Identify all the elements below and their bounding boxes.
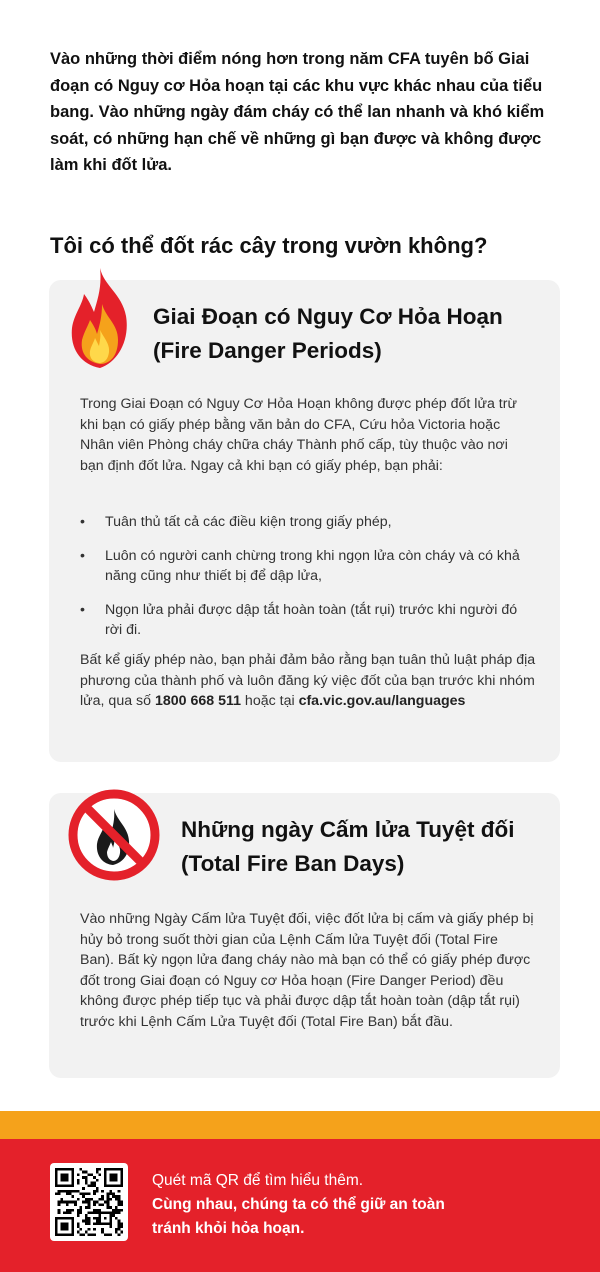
fire-danger-title: Giai Đoạn có Nguy Cơ Hỏa Hoạn (Fire Danger Periods) [153,304,503,363]
total-fire-ban-title: Những ngày Cấm lửa Tuyệt đối (Total Fire Ban Days) [181,817,515,876]
phone-number[interactable]: 1800 668 511 [154,693,241,709]
footer-scan-text: Quét mã QR để tìm hiểu thêm. [152,1172,364,1189]
register-burn-paragraph [80,650,540,712]
flame-icon [64,264,136,374]
bullet-item: • Luôn có người canh chừng trong khi ngọn lửa còn cháy và có khả năng cũng như thiết bị để dập lửa, [80,546,530,587]
page-question-heading: Tôi có thể đốt rác cây trong vườn không? [50,233,488,258]
footer-banner [0,1139,600,1272]
fire-danger-bullet-list [80,512,530,654]
fire-danger-paragraph: Trong Giai Đoạn có Nguy Cơ Hỏa Hoạn không được phép đốt lửa trừ khi bạn có giấy phép bằng văn bản do CFA, Cứu hỏa Victoria hoặc Nhân viên Phòng cháy chữa cháy Thành phố cấp, tùy thuộc vào nơi bạn định đốt lửa. Ngay cả khi bạn có giấy phép, bạn phải: [80,396,517,474]
intro-paragraph: Vào những thời điểm nóng hơn trong năm CFA tuyên bố Giai đoạn có Nguy cơ Hỏa hoạn tại các khu vực khác nhau của tiểu bang. Vào những ngày đám cháy có thể lan nhanh và khó kiểm soát, có những hạn chế về những gì bạn được và không được làm khi đốt lửa. [50,50,545,174]
bullet-item: • Ngọn lửa phải được dập tắt hoàn toàn (tắt rụi) trước khi người đó rời đi. [80,600,530,641]
register-text: Bất kể giấy phép nào, bạn phải đảm bảo rằng bạn tuân thủ luật pháp địa phương của thành phố và luôn đăng ký việc đốt của bạn trước khi nhóm lửa, qua số [80,652,536,709]
footer-slogan: Cùng nhau, chúng ta có thể giữ an toàn tránh khỏi hỏa hoạn. [152,1196,445,1237]
website-link[interactable]: cfa.vic.gov.au/languages [298,693,466,709]
no-fire-icon [66,787,162,883]
bullet-item: • Tuân thủ tất cả các điều kiện trong giấy phép, [80,512,530,533]
footer-orange-strip [0,1111,600,1139]
qr-code-icon[interactable] [50,1163,128,1241]
total-fire-ban-paragraph: Vào những Ngày Cấm lửa Tuyệt đối, việc đốt lửa bị cấm và giấy phép bị hủy bỏ trong suốt thời gian của Lệnh Cấm lửa Tuyệt đối (Total Fire Ban). Bất kỳ ngọn lửa đang cháy nào mà bạn có thể có giấy phép được đốt trong Giai đoạn có Nguy cơ Hỏa hoạn (Fire Danger Period) đều không được phép tiếp tục và phải được dập tắt hoàn toàn (dập tắt rụi) trước khi Lệnh Cấm Lửa Tuyệt đối (Total Fire Ban) bắt đầu. [80,911,534,1030]
register-text-2: hoặc tại [240,693,299,709]
